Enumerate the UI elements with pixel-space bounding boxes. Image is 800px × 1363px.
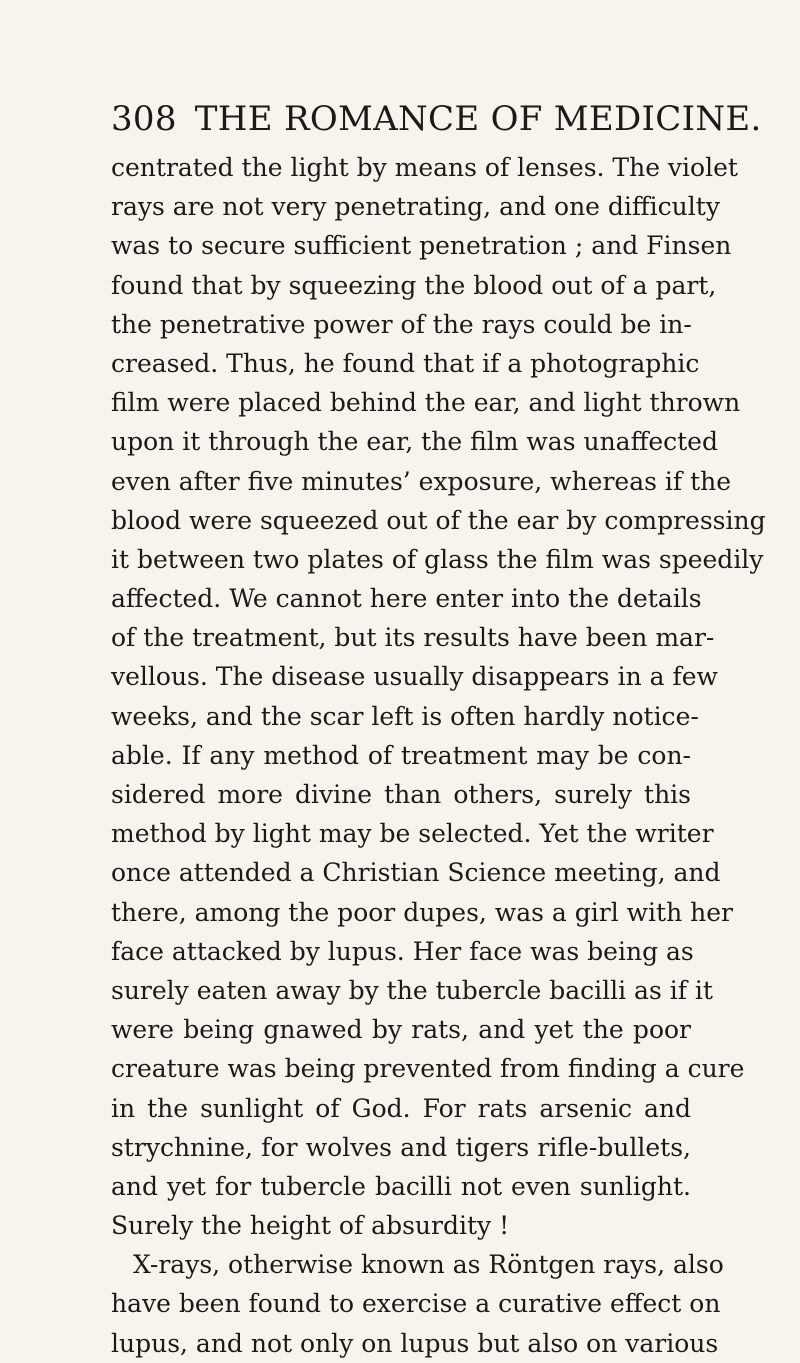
text-line: Surely the height of absurdity !: [111, 1211, 510, 1241]
text-line: even after five minutes’ exposure, whereas if the: [111, 466, 732, 496]
running-head: [111, 97, 762, 141]
text-line: the penetrative power of the rays could be in-: [111, 309, 692, 339]
text-line: found that by squeezing the blood out of a part,: [111, 270, 717, 300]
body-text: [111, 148, 766, 1363]
text-line: creature was being prevented from finding a cure: [111, 1054, 745, 1084]
text-line: once attended a Christian Science meeting, and: [111, 858, 721, 888]
text-line: vellous. The disease usually disappears in a few: [111, 662, 718, 692]
paragraph: [111, 1245, 724, 1363]
text-line: there, among the poor dupes, was a girl with her: [111, 897, 733, 927]
page-number: 308: [111, 99, 177, 139]
text-line: blood were squeezed out of the ear by compressing: [111, 505, 766, 535]
text-line: method by light may be selected. Yet the writer: [111, 819, 714, 849]
text-line: were being gnawed by rats, and yet the poor: [111, 1015, 691, 1045]
text-line: in the sunlight of God. For rats arsenic and: [111, 1093, 691, 1123]
text-line: and yet for tubercle bacilli not even sunlight.: [111, 1171, 691, 1201]
text-line: surely eaten away by the tubercle bacilli as if it: [111, 975, 713, 1005]
text-line: have been found to exercise a curative effect on: [111, 1289, 721, 1319]
text-line: centrated the light by means of lenses. The violet: [111, 153, 738, 182]
text-line: able. If any method of treatment may be con-: [111, 740, 691, 770]
text-line: affected. We cannot here enter into the details: [111, 584, 702, 614]
text-line: rays are not very penetrating, and one difficulty: [111, 192, 720, 222]
text-line: creased. Thus, he found that if a photographic: [111, 348, 700, 378]
text-line: was to secure sufficient penetration ; and Finsen: [111, 231, 732, 261]
text-line: strychnine, for wolves and tigers rifle-bullets,: [111, 1132, 691, 1162]
running-title: THE ROMANCE OF MEDICINE.: [194, 99, 762, 139]
text-line: film were placed behind the ear, and light thrown: [111, 388, 741, 418]
paragraph: [111, 148, 766, 1245]
text-line: lupus, and not only on lupus but also on various: [111, 1328, 719, 1358]
text-line: X-rays, otherwise known as Röntgen rays, also: [133, 1250, 724, 1280]
text-line: sidered more divine than others, surely this: [111, 780, 691, 809]
text-line: upon it through the ear, the film was unaffected: [111, 427, 718, 457]
text-line: weeks, and the scar left is often hardly notice-: [111, 701, 699, 731]
text-line: face attacked by lupus. Her face was being as: [111, 936, 694, 966]
text-line: it between two plates of glass the film was speedily: [111, 544, 764, 574]
text-line: of the treatment, but its results have been mar-: [111, 623, 715, 653]
